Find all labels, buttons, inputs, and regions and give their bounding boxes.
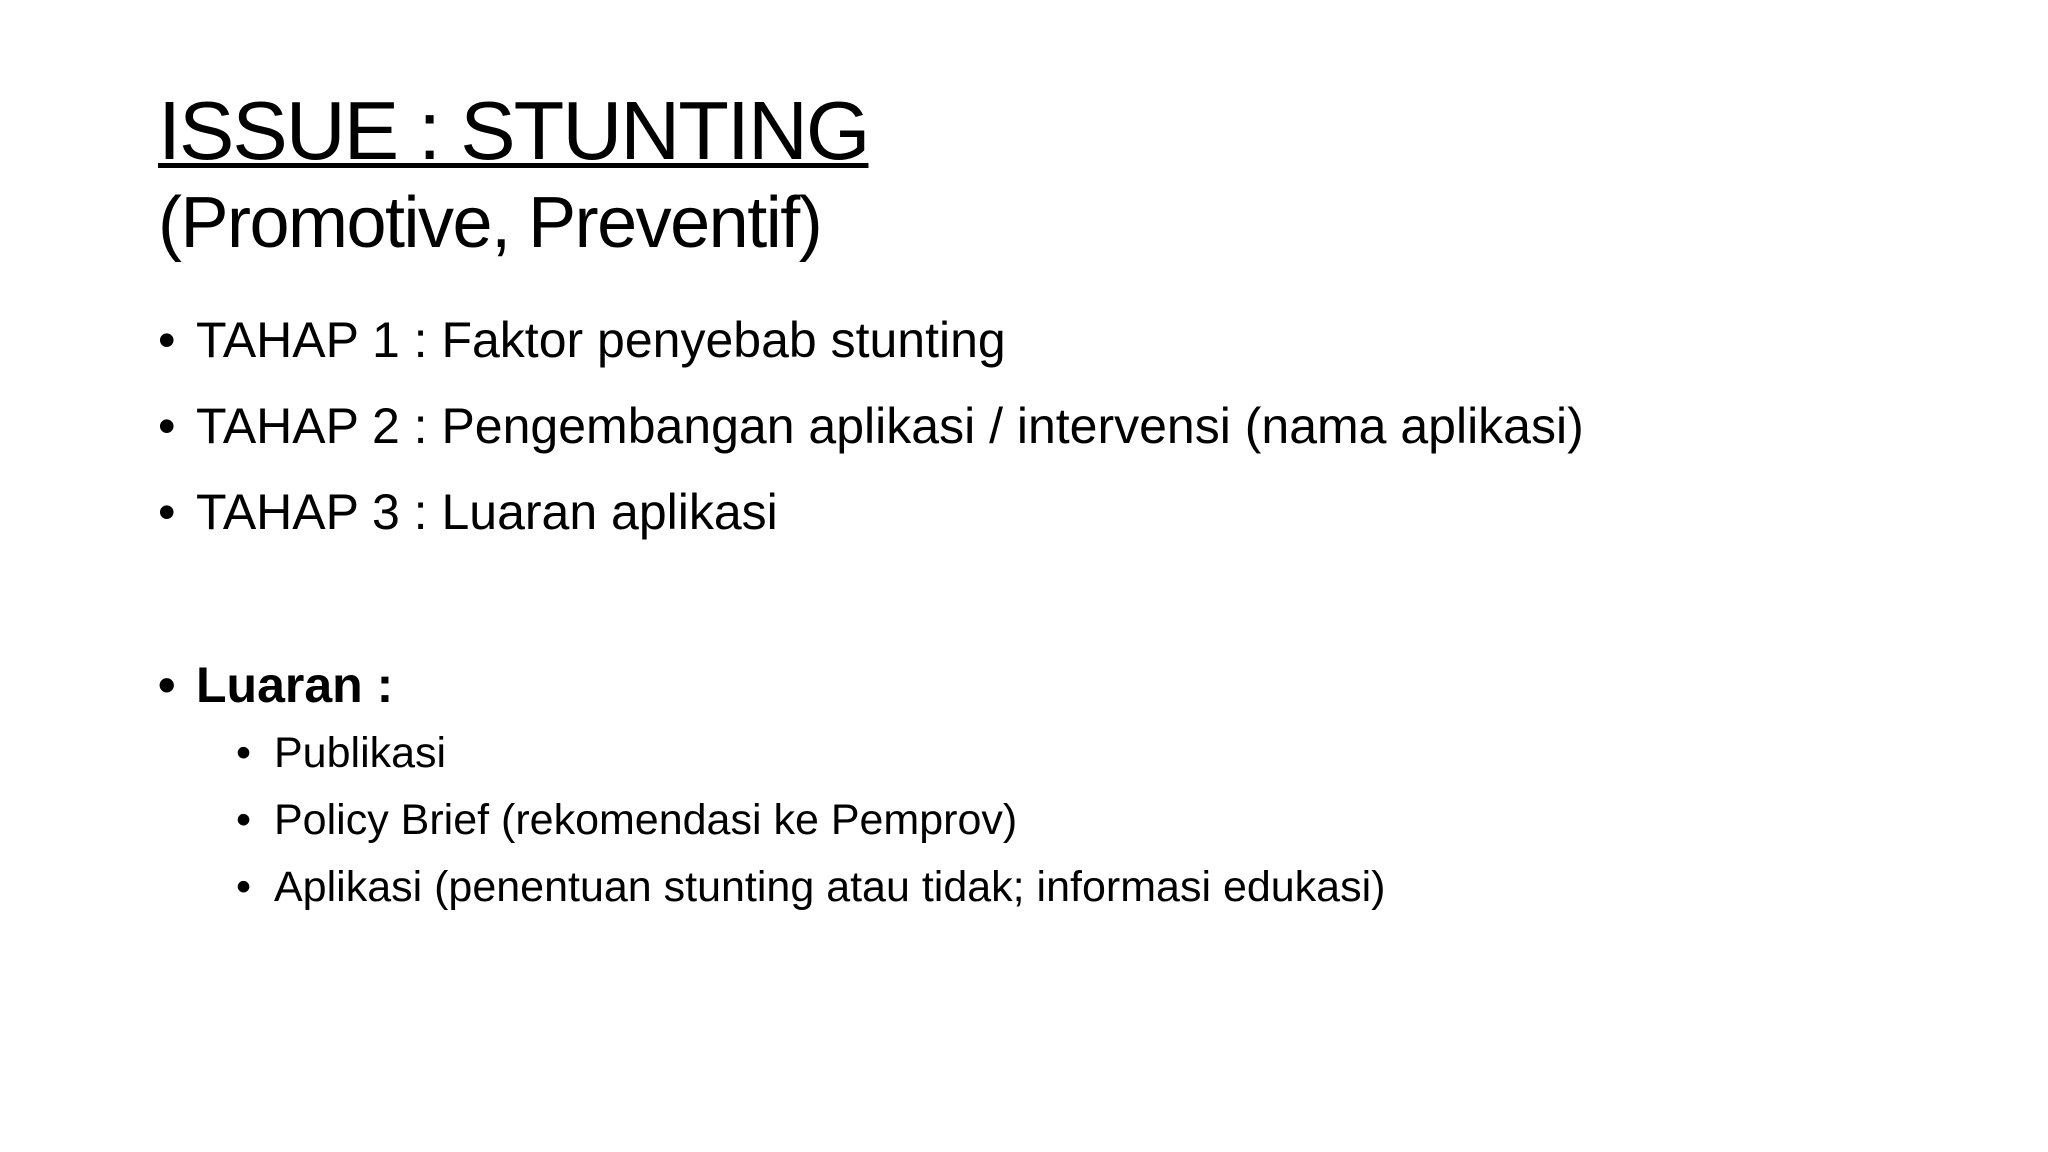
- output-item: [236, 727, 1958, 779]
- output-text: Policy Brief (rekomendasi ke Pemprov): [274, 796, 1018, 844]
- step-item: [158, 482, 1958, 542]
- output-text: Publikasi: [274, 729, 447, 777]
- bullet-icon: •: [236, 863, 252, 911]
- slide-content: [158, 310, 1958, 928]
- step-item: [158, 396, 1958, 456]
- bullet-icon: •: [236, 796, 252, 844]
- output-text: Aplikasi (penentuan stunting atau tidak; informasi edukasi): [274, 863, 1386, 911]
- outputs-heading-text: Luaran :: [196, 657, 394, 713]
- outputs-list: [158, 727, 1958, 913]
- title-block: [158, 84, 1658, 268]
- bullet-icon: •: [158, 484, 176, 540]
- slide-title: ISSUE : STUNTING: [158, 84, 869, 177]
- bullet-icon: •: [158, 398, 176, 454]
- bullet-icon: •: [236, 729, 252, 777]
- step-item: [158, 310, 1958, 370]
- step-text: TAHAP 3 : Luaran aplikasi: [196, 484, 778, 540]
- output-item: [236, 794, 1958, 846]
- bullet-icon: •: [158, 657, 176, 713]
- output-item: [236, 861, 1958, 913]
- slide-subtitle: (Promotive, Preventif): [158, 183, 822, 263]
- step-text: TAHAP 1 : Faktor penyebab stunting: [196, 312, 1006, 368]
- outputs-heading: [158, 655, 1958, 715]
- step-text: TAHAP 2 : Pengembangan aplikasi / intervensi (nama aplikasi): [196, 398, 1584, 454]
- bullet-icon: •: [158, 312, 176, 368]
